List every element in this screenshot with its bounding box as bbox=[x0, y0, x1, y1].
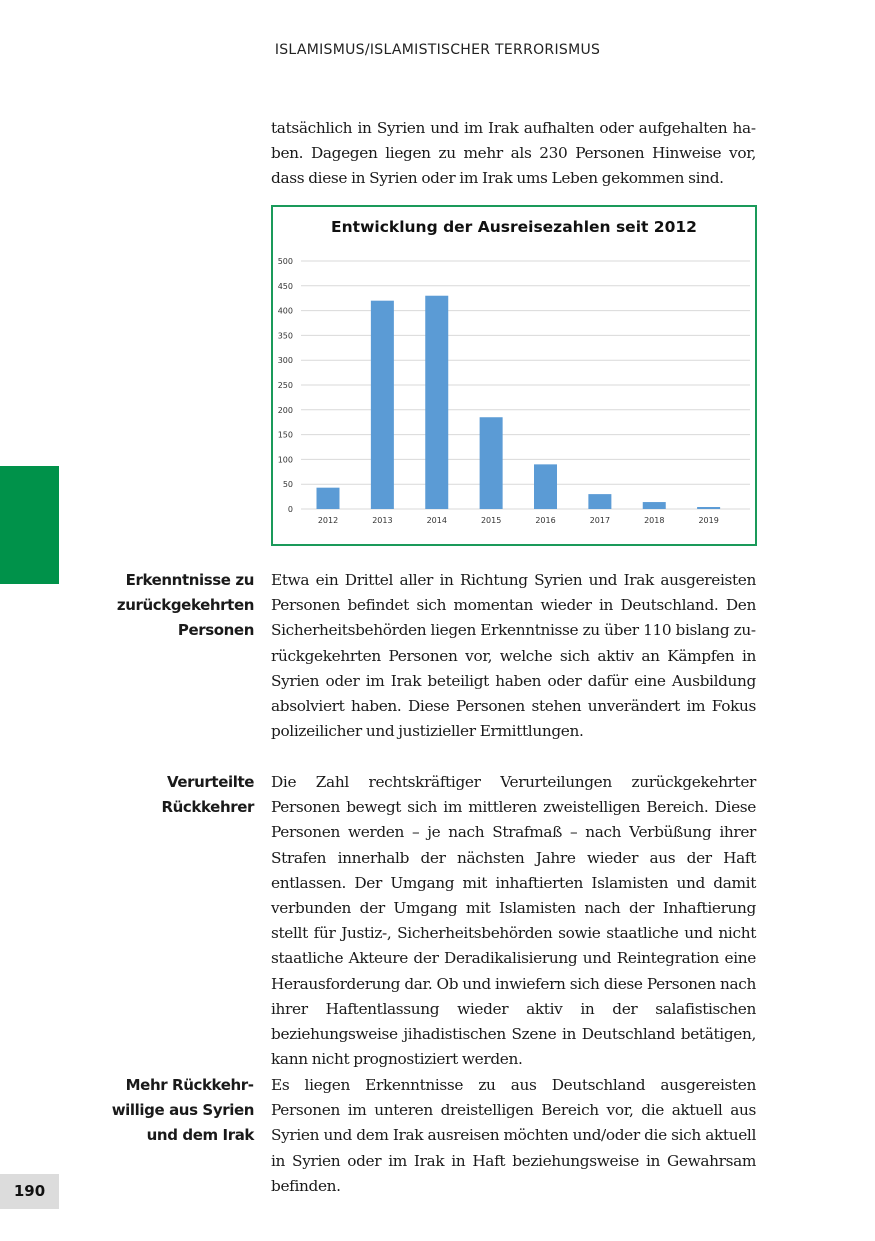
bar-2019 bbox=[697, 507, 720, 509]
section-heading-convicted: Verurteilte Rückkehrer bbox=[161, 773, 254, 817]
y-tick-label: 50 bbox=[282, 480, 293, 490]
chapter-tab bbox=[0, 466, 59, 584]
y-tick-label: 100 bbox=[277, 455, 293, 465]
x-tick-label: 2017 bbox=[589, 516, 611, 525]
page-number: 190 bbox=[0, 1174, 59, 1209]
y-tick-label: 500 bbox=[277, 257, 293, 266]
section-text-return-willing: Es liegen Erkenntnisse zu aus Deutschland ausgereisten Personen im unteren dreistelligen Bereich vor, die aktuell aus Syrien und dem Irak ausreisen möchten und/oder die sich aktuell in Syrien oder im Irak in Haft beziehungsweise in Gewahrsam befinden. bbox=[271, 1076, 756, 1195]
section-heading-returnees: Erkenntnisse zu zurückgekehrten Personen bbox=[116, 571, 254, 640]
bar-2018 bbox=[643, 502, 666, 509]
section-heading-return-willing: Mehr Rückkehrwillige aus Syrien und dem Irak bbox=[111, 1076, 254, 1145]
section-text-convicted: Die Zahl rechtskräftiger Verurteilungen zurückgekehrter Personen bewegt sich im mittleren zweistelligen Bereich. Diese Personen werden – je nach Strafmaß – nach Verbüßung ihrer Strafen innerhalb der nächsten Jahre wieder aus der Haft entlassen. Der Umgang mit inhaftierten Islamisten und damit verbunden der Umgang mit Islamisten nach der Inhaftierung stellt für Justiz-, Sicherheitsbehörden sowie staatliche und nicht staatliche Akteure der Deradikalisierung und Reintegration eine Herausforderung dar. Ob und inwiefern sich diese Personen nach ihrer Haftentlassung wieder aktiv in der salafistischen beziehungsweise jihadistischen Szene in Deutschland betätigen, kann nicht prognostiziert werden. bbox=[271, 773, 756, 1069]
y-tick-label: 450 bbox=[277, 281, 293, 291]
x-tick-label: 2012 bbox=[317, 516, 339, 525]
bar-2014 bbox=[425, 296, 448, 509]
y-tick-label: 150 bbox=[277, 430, 293, 440]
bar-2017 bbox=[588, 494, 611, 509]
x-tick-label: 2019 bbox=[698, 516, 719, 525]
bar-chart bbox=[273, 207, 755, 544]
bar-2012 bbox=[317, 488, 340, 509]
bar-2013 bbox=[371, 301, 394, 509]
y-tick-label: 300 bbox=[277, 356, 293, 366]
running-header: ISLAMISMUS/ISLAMISTISCHER TERRORISMUS bbox=[274, 42, 601, 58]
y-tick-label: 400 bbox=[277, 306, 293, 316]
y-tick-label: 0 bbox=[287, 505, 293, 514]
bar-2016 bbox=[534, 464, 557, 509]
x-tick-label: 2016 bbox=[535, 516, 556, 525]
bar-2015 bbox=[480, 417, 503, 509]
intro-paragraph: tatsächlich in Syrien und im Irak aufhalten oder aufgehalten haben. Dagegen liegen zu mehr als 230 Personen Hinweise vor, dass diese in Syrien oder im Irak ums Leben gekommen sind. bbox=[271, 119, 756, 188]
section-text-returnees: Etwa ein Drittel aller in Richtung Syrien und Irak ausgereisten Personen befindet sich momentan wieder in Deutschland. Den Sicherheitsbehörden liegen Erkenntnisse zu über 110 bislang zurückgekehrten Personen vor, welche sich aktiv an Kämpfen in Syrien oder im Irak beteiligt haben oder dafür eine Ausbildung absolviert haben. Diese Personen stehen unverändert im Fokus polizeilicher und justizieller Ermittlungen. bbox=[271, 571, 756, 741]
chart-figure bbox=[271, 205, 757, 546]
x-tick-label: 2013 bbox=[372, 516, 393, 525]
x-tick-label: 2018 bbox=[644, 516, 665, 525]
y-tick-label: 250 bbox=[277, 381, 293, 390]
x-tick-label: 2015 bbox=[480, 516, 502, 525]
chart-title: Entwicklung der Ausreisezahlen seit 2012 bbox=[331, 218, 697, 236]
y-tick-label: 350 bbox=[277, 331, 293, 341]
y-tick-label: 200 bbox=[277, 405, 293, 415]
x-tick-label: 2014 bbox=[426, 516, 447, 525]
